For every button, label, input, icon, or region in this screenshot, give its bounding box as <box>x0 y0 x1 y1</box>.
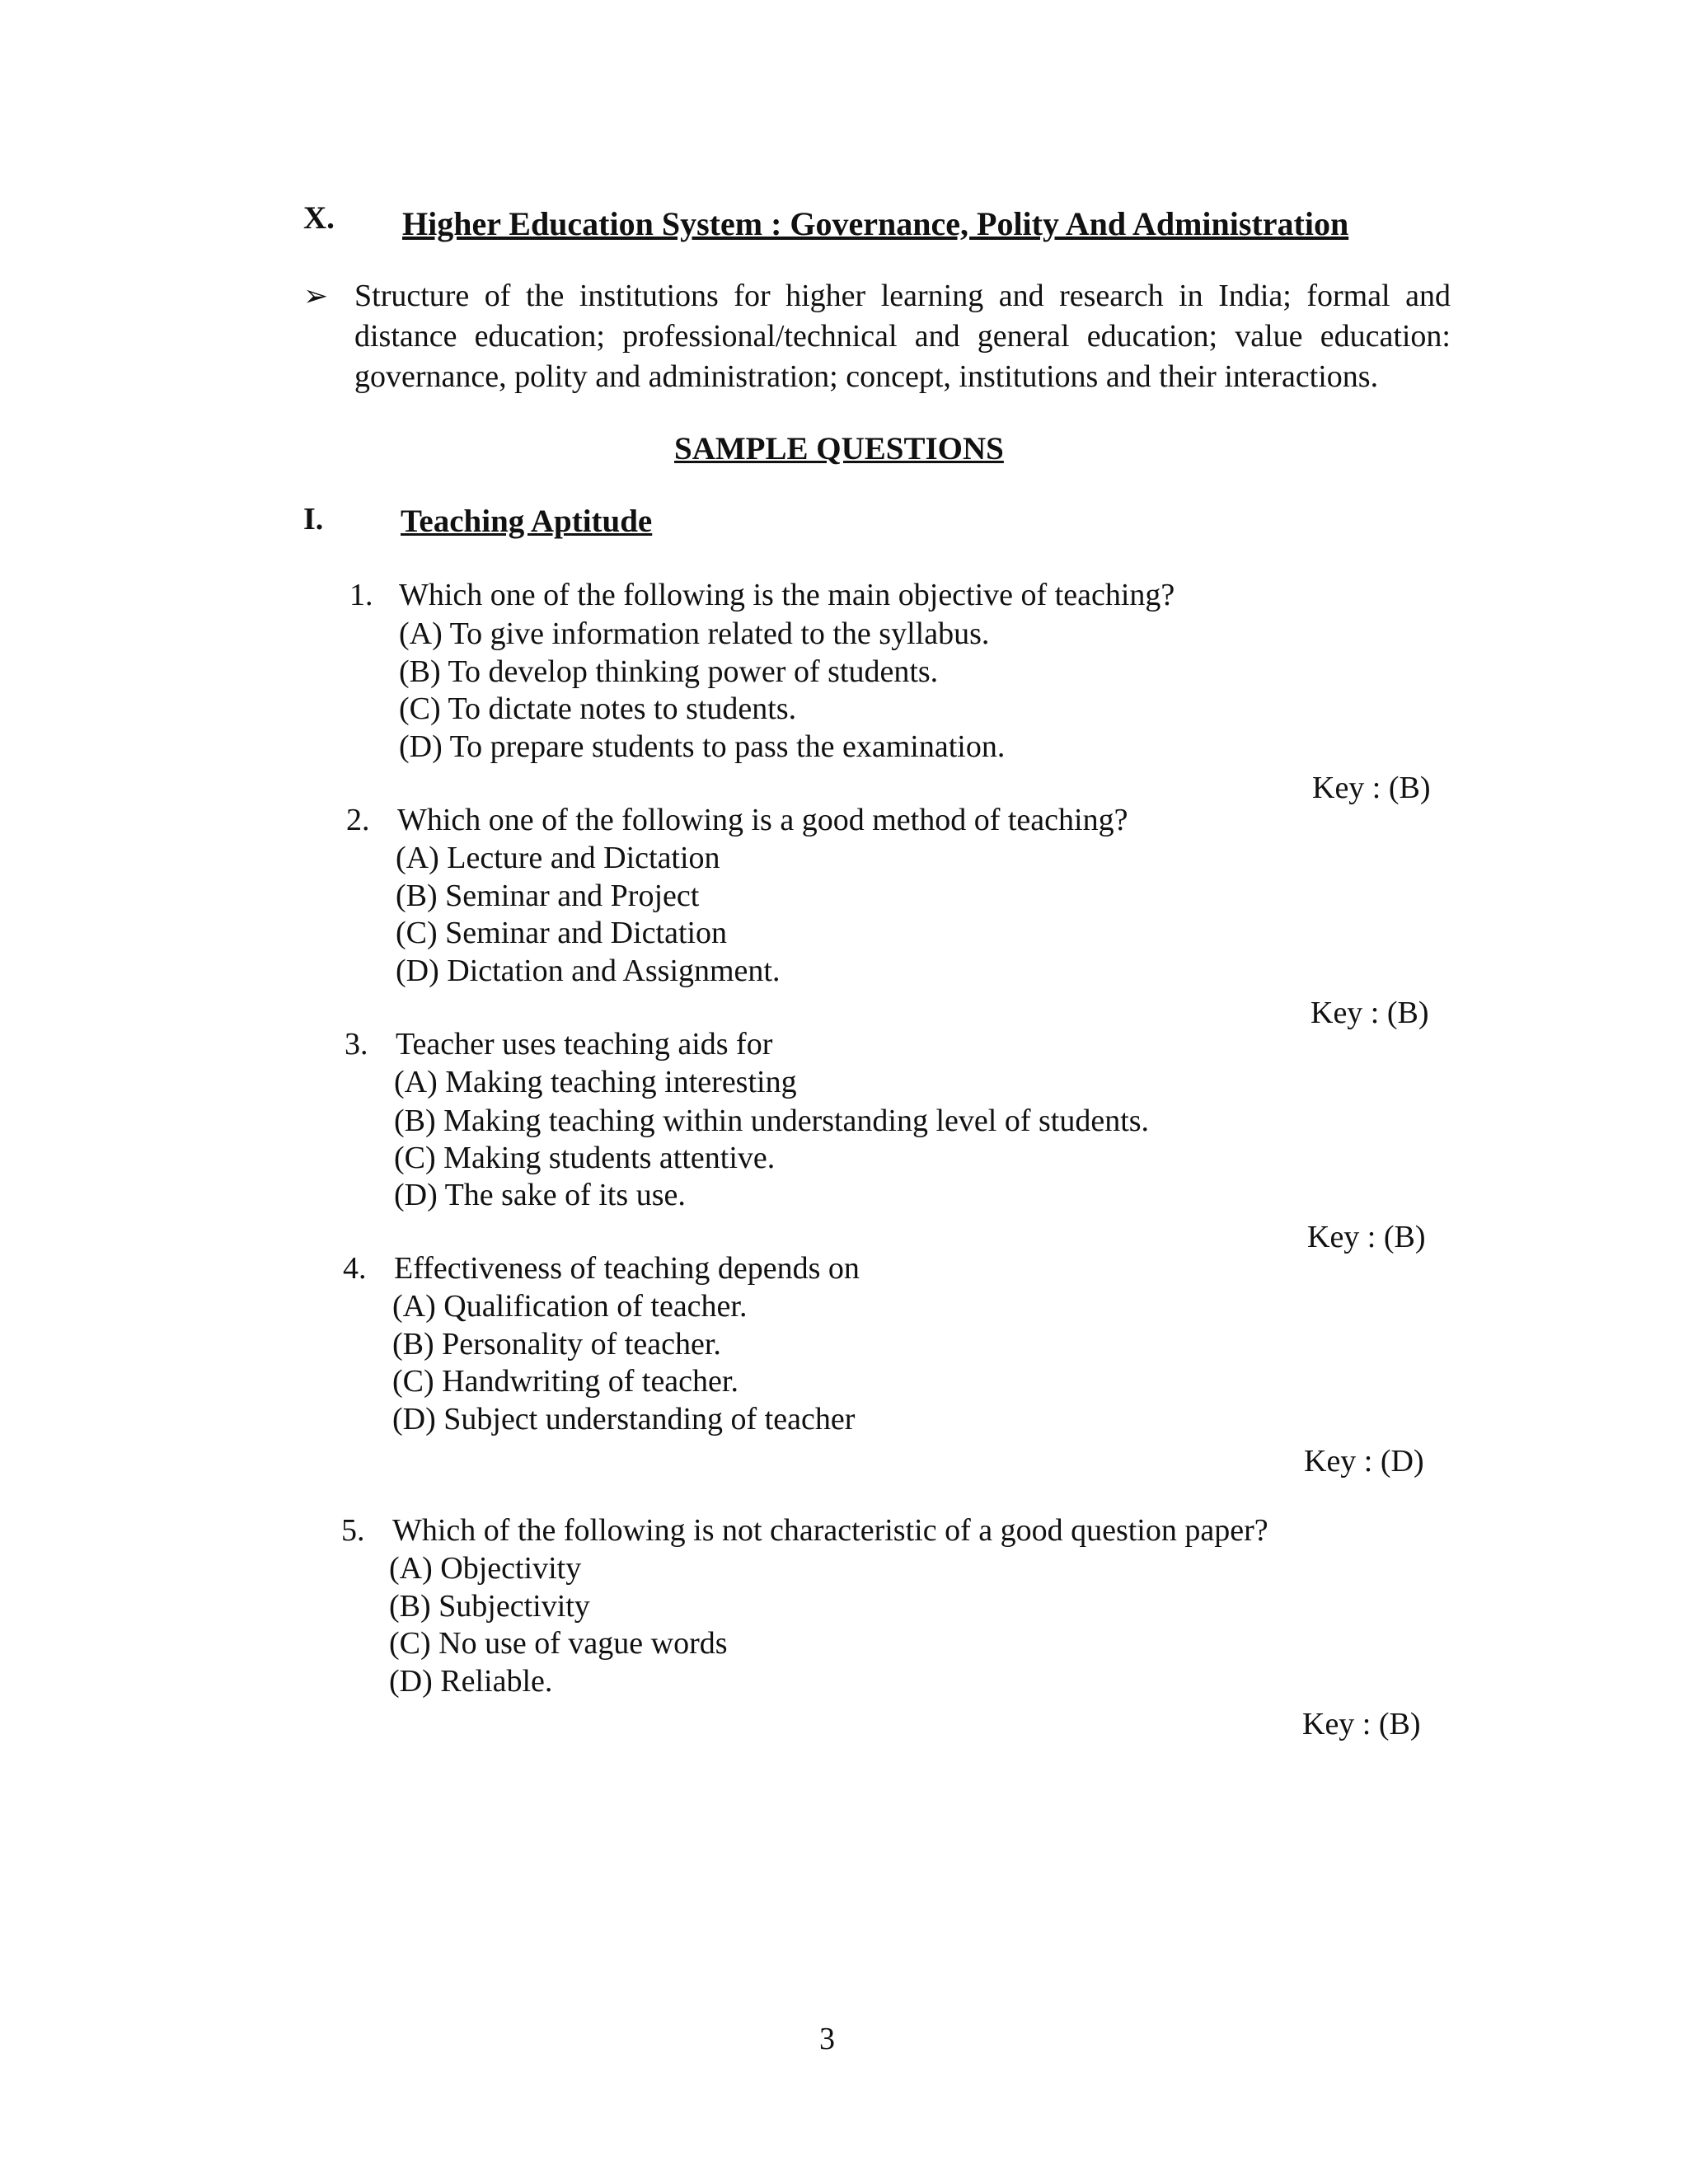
option-d: (D) Reliable. <box>389 1664 553 1699</box>
section-number: X. <box>303 200 335 236</box>
question-number: 5. <box>341 1513 365 1548</box>
answer-key: Key : (B) <box>1311 996 1429 1030</box>
option-c: (C) Handwriting of teacher. <box>392 1364 738 1399</box>
option-b: (B) Personality of teacher. <box>392 1327 721 1361</box>
question-number: 4. <box>343 1251 367 1286</box>
question-number: 2. <box>346 803 370 837</box>
answer-key: Key : (B) <box>1312 771 1431 805</box>
option-a: (A) Making teaching interesting <box>394 1065 797 1099</box>
question-number: 1. <box>349 578 373 612</box>
option-a: (A) Qualification of teacher. <box>392 1289 748 1324</box>
question-number: 3. <box>345 1027 368 1062</box>
option-d: (D) The sake of its use. <box>394 1178 686 1212</box>
option-b: (B) Seminar and Project <box>396 879 700 913</box>
subsection-title: Teaching Aptitude <box>401 504 653 539</box>
option-b: (B) Subjectivity <box>389 1589 590 1624</box>
option-c: (C) Making students attentive. <box>394 1141 776 1175</box>
question-text: Which one of the following is a good method of teaching? <box>397 803 1128 837</box>
answer-key: Key : (B) <box>1302 1707 1421 1741</box>
option-d: (D) Dictation and Assignment. <box>396 954 781 988</box>
option-d: (D) Subject understanding of teacher <box>392 1402 856 1436</box>
answer-key: Key : (B) <box>1307 1220 1426 1254</box>
option-c: (C) To dictate notes to students. <box>399 691 797 726</box>
section-description: Structure of the institutions for higher learning and research in India; formal and distance education; professional/technical and general education; value education: governance, polity and administration; concept, institutions and their interactions. <box>354 279 1451 394</box>
option-a: (A) Objectivity <box>389 1551 582 1586</box>
question-text: Effectiveness of teaching depends on <box>394 1251 860 1286</box>
sample-questions-heading: SAMPLE QUESTIONS <box>674 431 1004 466</box>
section-title: Higher Education System : Governance, Polity And Administration <box>402 205 1349 242</box>
option-a: (A) To give information related to the syllabus. <box>399 616 990 651</box>
page-number: 3 <box>819 2022 835 2056</box>
option-c: (C) No use of vague words <box>389 1626 728 1661</box>
option-b: (B) Making teaching within understanding level of students. <box>394 1104 1150 1138</box>
option-d: (D) To prepare students to pass the examination. <box>399 729 1006 764</box>
option-c: (C) Seminar and Dictation <box>396 916 728 950</box>
question-text: Which one of the following is the main objective of teaching? <box>399 578 1175 612</box>
option-a: (A) Lecture and Dictation <box>396 841 720 875</box>
arrow-bullet-icon: ➢ <box>303 279 329 312</box>
answer-key: Key : (D) <box>1304 1444 1424 1479</box>
question-text: Which of the following is not characteristic of a good question paper? <box>392 1513 1268 1548</box>
question-text: Teacher uses teaching aids for <box>396 1027 773 1062</box>
option-b: (B) To develop thinking power of students. <box>399 654 939 689</box>
subsection-number: I. <box>303 502 324 537</box>
